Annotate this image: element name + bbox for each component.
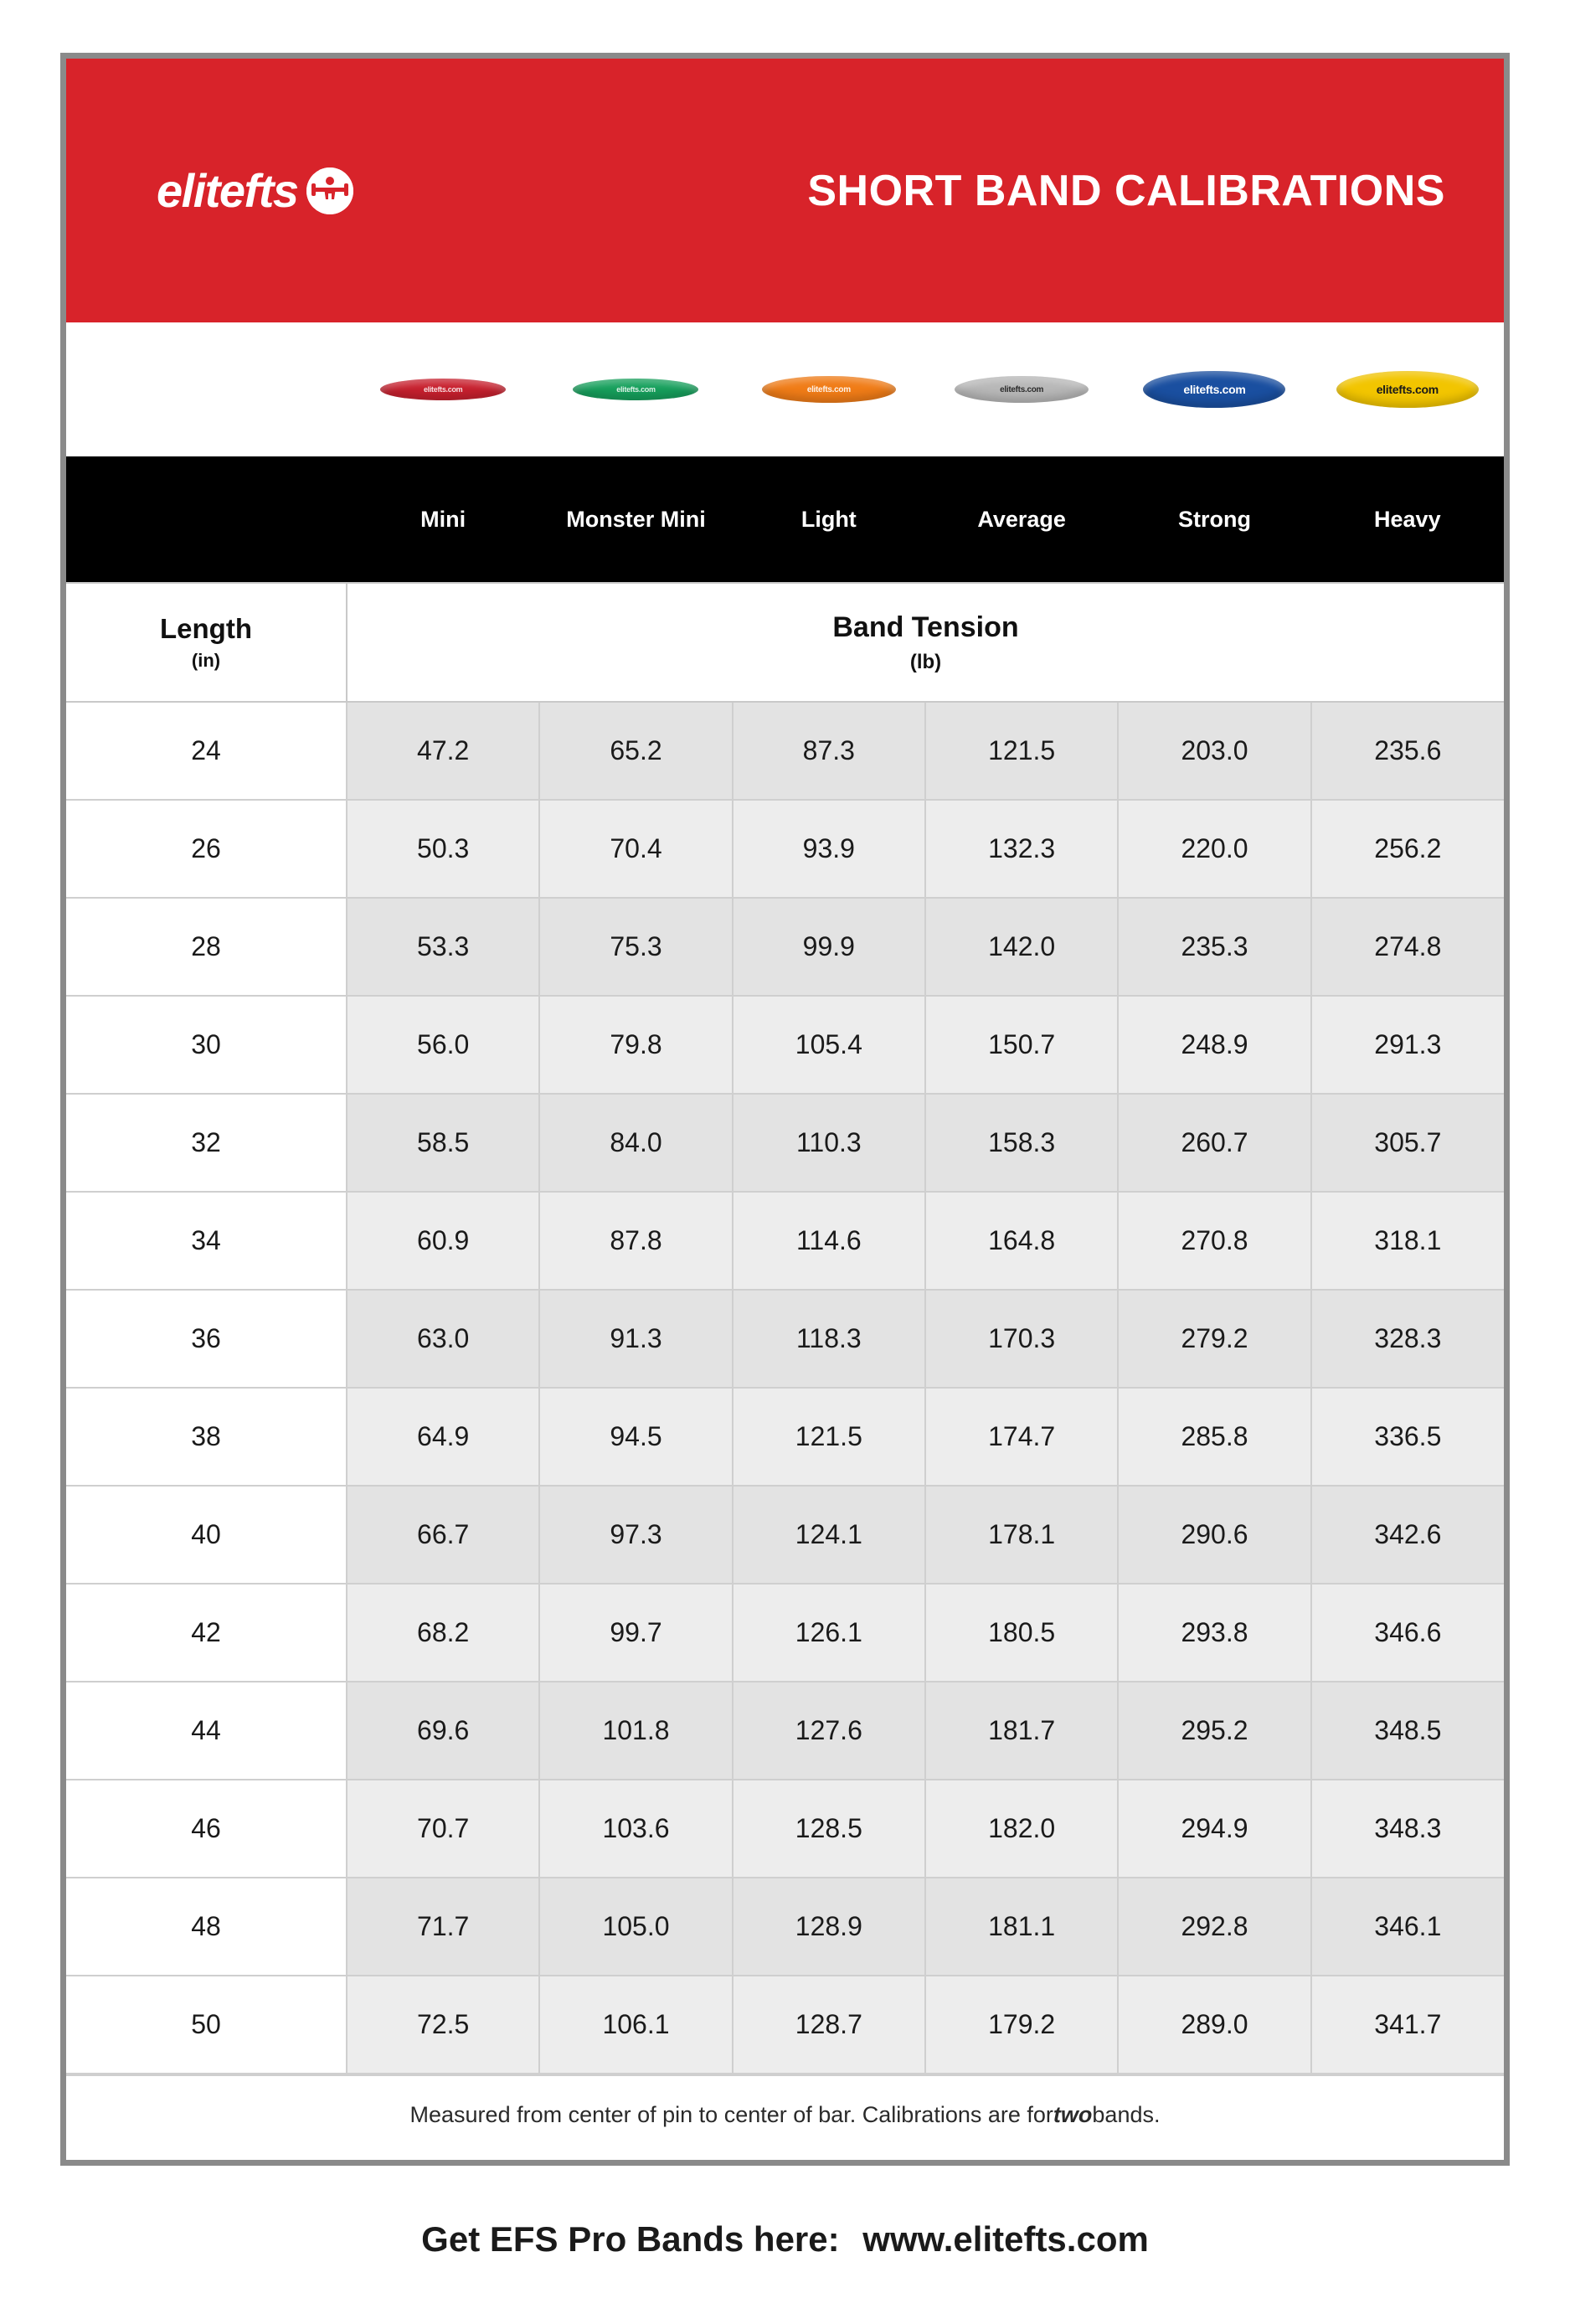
cell-tension: 220.0 xyxy=(1118,800,1310,898)
column-header-light: Light xyxy=(733,456,925,583)
tension-header-unit: (lb) xyxy=(909,650,942,673)
cell-tension: 72.5 xyxy=(347,1976,539,2074)
brand-logo xyxy=(157,163,353,217)
cell-tension: 181.7 xyxy=(925,1682,1118,1780)
footnote-emphasis: two xyxy=(1053,2101,1093,2127)
table-header-row xyxy=(66,456,1504,583)
table-row xyxy=(66,1388,1504,1486)
calibration-poster xyxy=(60,53,1510,2166)
table-row xyxy=(66,1878,1504,1976)
cell-tension: 235.6 xyxy=(1311,702,1504,800)
length-header-label: Length xyxy=(160,613,252,644)
footnote xyxy=(66,2074,1504,2153)
cell-tension: 290.6 xyxy=(1118,1486,1310,1584)
band-swatch-mini xyxy=(347,379,539,400)
band-icon-monster-mini xyxy=(573,379,698,400)
cell-tension: 164.8 xyxy=(925,1192,1118,1290)
tension-header-label: Band Tension xyxy=(832,611,1019,643)
cell-length: 32 xyxy=(66,1094,347,1192)
cell-tension: 260.7 xyxy=(1118,1094,1310,1192)
cell-tension: 101.8 xyxy=(539,1682,732,1780)
cell-tension: 91.3 xyxy=(539,1290,732,1388)
cell-length: 38 xyxy=(66,1388,347,1486)
band-icon-average xyxy=(955,376,1089,403)
cell-tension: 110.3 xyxy=(733,1094,925,1192)
cell-tension: 127.6 xyxy=(733,1682,925,1780)
band-swatch-light xyxy=(733,376,925,403)
table-row xyxy=(66,898,1504,996)
band-icon-light xyxy=(762,376,896,403)
table-row xyxy=(66,1780,1504,1878)
calibration-table xyxy=(66,456,1504,2074)
band-icon-mini xyxy=(380,379,506,400)
cell-tension: 63.0 xyxy=(347,1290,539,1388)
cell-tension: 348.5 xyxy=(1311,1682,1504,1780)
cell-tension: 292.8 xyxy=(1118,1878,1310,1976)
cell-tension: 87.8 xyxy=(539,1192,732,1290)
cell-tension: 291.3 xyxy=(1311,996,1504,1094)
cell-tension: 70.7 xyxy=(347,1780,539,1878)
cell-tension: 203.0 xyxy=(1118,702,1310,800)
cell-tension: 79.8 xyxy=(539,996,732,1094)
footnote-suffix: bands. xyxy=(1092,2101,1161,2127)
length-header-unit: (in) xyxy=(191,650,221,671)
cell-tension: 114.6 xyxy=(733,1192,925,1290)
cell-tension: 270.8 xyxy=(1118,1192,1310,1290)
cell-tension: 142.0 xyxy=(925,898,1118,996)
cta-url[interactable]: www.elitefts.com xyxy=(862,2219,1149,2259)
lifter-circle-icon xyxy=(306,167,353,214)
cell-tension: 71.7 xyxy=(347,1878,539,1976)
cell-tension: 174.7 xyxy=(925,1388,1118,1486)
band-swatch-strong xyxy=(1118,371,1310,408)
table-row xyxy=(66,1682,1504,1780)
column-header-strong: Strong xyxy=(1118,456,1310,583)
band-swatch-monster-mini xyxy=(539,379,732,400)
cell-length: 36 xyxy=(66,1290,347,1388)
band-icon-heavy xyxy=(1336,371,1479,408)
cell-tension: 75.3 xyxy=(539,898,732,996)
cta-text: Get EFS Pro Bands here: xyxy=(421,2219,840,2259)
cell-tension: 124.1 xyxy=(733,1486,925,1584)
cell-tension: 118.3 xyxy=(733,1290,925,1388)
cell-tension: 97.3 xyxy=(539,1486,732,1584)
band-label: elitefts.com xyxy=(1000,384,1044,394)
band-icon-strong xyxy=(1143,371,1285,408)
cell-tension: 318.1 xyxy=(1311,1192,1504,1290)
poster-title: SHORT BAND CALIBRATIONS xyxy=(807,166,1445,215)
cell-tension: 181.1 xyxy=(925,1878,1118,1976)
cell-tension: 341.7 xyxy=(1311,1976,1504,2074)
cell-length: 26 xyxy=(66,800,347,898)
band-swatch-heavy xyxy=(1311,371,1504,408)
band-label: elitefts.com xyxy=(616,385,656,394)
cell-length: 42 xyxy=(66,1584,347,1682)
band-swatch-average xyxy=(925,376,1118,403)
cell-tension: 346.6 xyxy=(1311,1584,1504,1682)
cell-tension: 94.5 xyxy=(539,1388,732,1486)
length-header xyxy=(66,583,347,702)
cell-length: 50 xyxy=(66,1976,347,2074)
tension-header xyxy=(347,583,1504,702)
cell-tension: 65.2 xyxy=(539,702,732,800)
column-header-average: Average xyxy=(925,456,1118,583)
cell-tension: 294.9 xyxy=(1118,1780,1310,1878)
table-row xyxy=(66,996,1504,1094)
cell-tension: 295.2 xyxy=(1118,1682,1310,1780)
cell-tension: 105.4 xyxy=(733,996,925,1094)
cell-tension: 126.1 xyxy=(733,1584,925,1682)
table-row xyxy=(66,1976,1504,2074)
cell-tension: 305.7 xyxy=(1311,1094,1504,1192)
cell-tension: 179.2 xyxy=(925,1976,1118,2074)
table-row xyxy=(66,1584,1504,1682)
cell-tension: 105.0 xyxy=(539,1878,732,1976)
table-row xyxy=(66,1290,1504,1388)
cell-tension: 293.8 xyxy=(1118,1584,1310,1682)
cell-tension: 47.2 xyxy=(347,702,539,800)
cell-tension: 128.7 xyxy=(733,1976,925,2074)
cell-tension: 121.5 xyxy=(733,1388,925,1486)
cell-tension: 99.9 xyxy=(733,898,925,996)
cell-tension: 256.2 xyxy=(1311,800,1504,898)
cell-tension: 99.7 xyxy=(539,1584,732,1682)
cell-tension: 58.5 xyxy=(347,1094,539,1192)
cell-tension: 103.6 xyxy=(539,1780,732,1878)
column-header-monster-mini: Monster Mini xyxy=(539,456,732,583)
cell-tension: 50.3 xyxy=(347,800,539,898)
cell-tension: 342.6 xyxy=(1311,1486,1504,1584)
cell-tension: 178.1 xyxy=(925,1486,1118,1584)
footnote-prefix: Measured from center of pin to center of bar. Calibrations are for xyxy=(409,2101,1053,2127)
cell-tension: 68.2 xyxy=(347,1584,539,1682)
cell-tension: 64.9 xyxy=(347,1388,539,1486)
cell-tension: 70.4 xyxy=(539,800,732,898)
cell-length: 46 xyxy=(66,1780,347,1878)
cell-tension: 248.9 xyxy=(1118,996,1310,1094)
table-row xyxy=(66,1486,1504,1584)
cell-tension: 66.7 xyxy=(347,1486,539,1584)
band-swatch-strip xyxy=(66,322,1504,456)
cell-tension: 87.3 xyxy=(733,702,925,800)
cell-tension: 128.9 xyxy=(733,1878,925,1976)
cell-tension: 328.3 xyxy=(1311,1290,1504,1388)
cell-tension: 84.0 xyxy=(539,1094,732,1192)
cell-length: 34 xyxy=(66,1192,347,1290)
poster-header xyxy=(66,59,1504,322)
cell-tension: 289.0 xyxy=(1118,1976,1310,2074)
cell-tension: 53.3 xyxy=(347,898,539,996)
cell-length: 24 xyxy=(66,702,347,800)
table-row xyxy=(66,1094,1504,1192)
cell-tension: 69.6 xyxy=(347,1682,539,1780)
cell-length: 44 xyxy=(66,1682,347,1780)
cell-tension: 121.5 xyxy=(925,702,1118,800)
band-label: elitefts.com xyxy=(806,384,851,394)
cell-tension: 56.0 xyxy=(347,996,539,1094)
brand-name: elitefts xyxy=(157,163,298,217)
cell-tension: 336.5 xyxy=(1311,1388,1504,1486)
cell-tension: 285.8 xyxy=(1118,1388,1310,1486)
cell-tension: 60.9 xyxy=(347,1192,539,1290)
cell-length: 30 xyxy=(66,996,347,1094)
cell-tension: 274.8 xyxy=(1311,898,1504,996)
cell-tension: 180.5 xyxy=(925,1584,1118,1682)
table-row xyxy=(66,1192,1504,1290)
column-header-heavy: Heavy xyxy=(1311,456,1504,583)
cell-tension: 346.1 xyxy=(1311,1878,1504,1976)
cell-tension: 235.3 xyxy=(1118,898,1310,996)
cell-tension: 158.3 xyxy=(925,1094,1118,1192)
cell-tension: 170.3 xyxy=(925,1290,1118,1388)
table-row xyxy=(66,702,1504,800)
cell-tension: 182.0 xyxy=(925,1780,1118,1878)
table-body xyxy=(66,702,1504,2074)
cell-length: 48 xyxy=(66,1878,347,1976)
table-row xyxy=(66,800,1504,898)
column-header-mini: Mini xyxy=(347,456,539,583)
cta-line xyxy=(0,2219,1570,2260)
cell-tension: 93.9 xyxy=(733,800,925,898)
band-label: elitefts.com xyxy=(1376,383,1439,396)
cell-tension: 106.1 xyxy=(539,1976,732,2074)
cell-tension: 348.3 xyxy=(1311,1780,1504,1878)
cell-tension: 128.5 xyxy=(733,1780,925,1878)
cell-tension: 279.2 xyxy=(1118,1290,1310,1388)
band-label: elitefts.com xyxy=(1183,383,1246,396)
table-subheader-row xyxy=(66,583,1504,702)
header-blank xyxy=(66,456,347,583)
cell-tension: 150.7 xyxy=(925,996,1118,1094)
cell-tension: 132.3 xyxy=(925,800,1118,898)
cell-length: 40 xyxy=(66,1486,347,1584)
cell-length: 28 xyxy=(66,898,347,996)
band-label: elitefts.com xyxy=(423,385,463,394)
